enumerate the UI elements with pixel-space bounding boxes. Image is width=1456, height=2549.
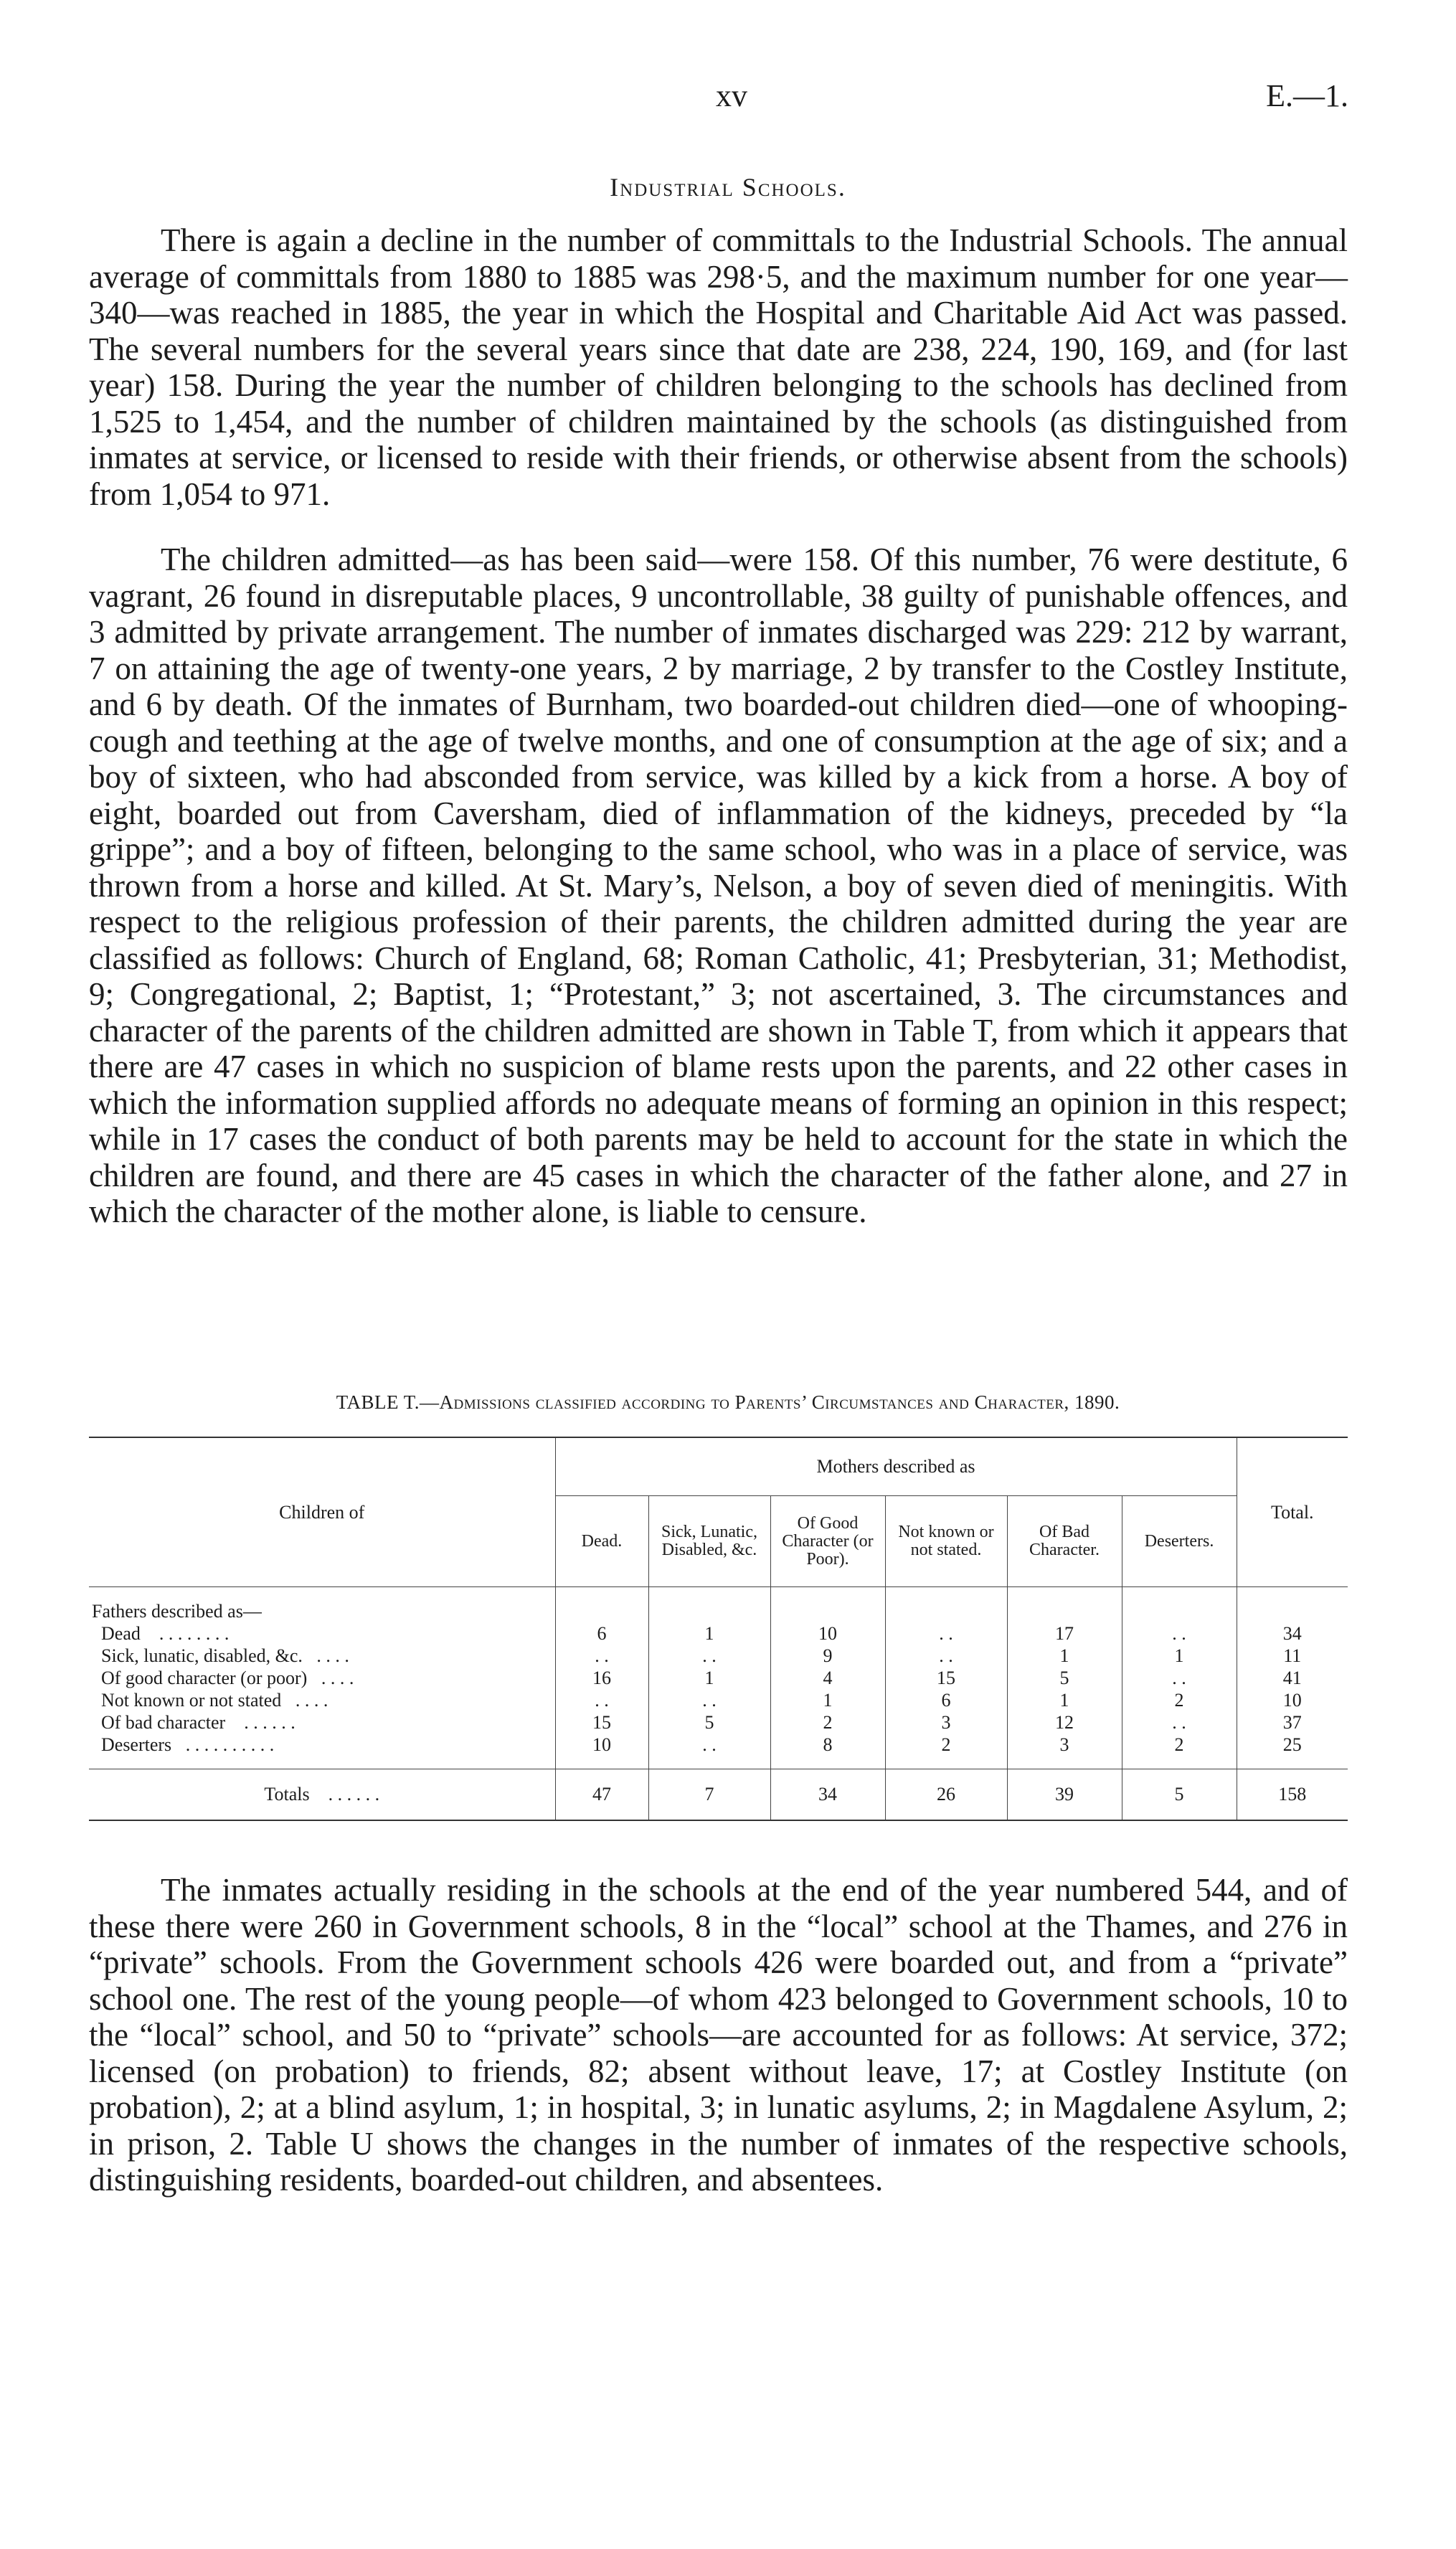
total-header: Total. [1237, 1437, 1348, 1587]
section-label: Fathers described as— [92, 1600, 262, 1622]
row-label-text: Of good character (or poor) [101, 1667, 308, 1688]
paragraph-text: There is again a decline in the number of committals to the Industrial Schools. The annual average of committals from 1880 to 1885 was 298·5, and the maximum number for one year—340—was reached in 1885, the year in which the Hospital and Charitable Aid Act was passed. The several numbers for the several years since that date are 238, 224, 190, 169, and (for last year) 158. During the year the number of children belonging to the schools has declined from 1,525 to 1,454, and the number of children maintained by the schools (as distinguished from inmates at service, or licensed to reside with their friends, or otherwise absent from the schools) from 1,054 to 971. [89, 222, 1348, 512]
row-total: 34 [1237, 1622, 1348, 1645]
table-cell: 1 [648, 1622, 770, 1645]
paragraph-text: The inmates actually residing in the schools at the end of the year numbered 544, and of these there were 260 in Government schools, 8 in the “local” school at the Thames, and 276 in “private” schools. From the Government schools 426 were boarded out, and from a “private” school one. The rest of the young people—of whom 423 belonged to Government schools, 10 to the “local” school, and 50 to “private” schools—are accounted for as follows: At service, 372; licensed (on probation) to friends, 82; absent without leave, 17; at Costley Institute (on probation), 2; at a blind asylum, 1; in hospital, 3; in lunatic asylums, 2; in Magdalene Asylum, 2; in prison, 2. Table U shows the changes in the number of inmates of the respective schools, distinguishing residents, boarded-out children, and absentees. [89, 1872, 1348, 2198]
table-cell: 3 [1007, 1734, 1122, 1756]
table-cell: 4 [770, 1667, 885, 1689]
table-cell: 2 [885, 1734, 1007, 1756]
group-header: Mothers described as [555, 1437, 1237, 1496]
totals-label [89, 1769, 555, 1821]
row-label [89, 1689, 555, 1711]
table-cell: 6 [885, 1689, 1007, 1711]
column-total: 5 [1122, 1769, 1237, 1821]
row-header: Children of [89, 1437, 555, 1587]
table-caption-prefix: TABLE T.— [336, 1391, 440, 1413]
table-cell: 2 [1122, 1734, 1237, 1756]
row-label [89, 1711, 555, 1734]
column-total: 39 [1007, 1769, 1122, 1821]
column-header: Sick, Lunatic, Disabled, &c. [648, 1496, 770, 1587]
table-cell: 2 [770, 1711, 885, 1734]
row-leader: . . . . [321, 1667, 354, 1688]
table-cell: . . [648, 1689, 770, 1711]
row-label [89, 1734, 555, 1756]
admissions-table [89, 1437, 1348, 1821]
row-total: 41 [1237, 1667, 1348, 1689]
table-row [89, 1711, 1348, 1734]
table-cell: 5 [1007, 1667, 1122, 1689]
table-cell: . . [1122, 1711, 1237, 1734]
table-cell: . . [648, 1734, 770, 1756]
table-cell: 1 [770, 1689, 885, 1711]
column-total: 34 [770, 1769, 885, 1821]
table-cell: 6 [555, 1622, 648, 1645]
row-leader: . . . . . . [244, 1711, 296, 1733]
row-total: 37 [1237, 1711, 1348, 1734]
row-leader: . . . . . . . . [159, 1622, 230, 1644]
table-cell: 10 [555, 1734, 648, 1756]
row-label [89, 1667, 555, 1689]
table-cell: 9 [770, 1645, 885, 1667]
row-label-text: Sick, lunatic, disabled, &c. [101, 1645, 303, 1666]
row-label [89, 1622, 555, 1645]
row-total: 25 [1237, 1734, 1348, 1756]
table-cell: 1 [1007, 1689, 1122, 1711]
grand-total: 158 [1237, 1769, 1348, 1821]
table-caption-text: Admissions classified according to Parents’ Circumstances and Character, 1890. [439, 1391, 1120, 1413]
paragraph-text: The children admitted—as has been said—were 158. Of this number, 76 were destitute, 6 vagrant, 26 found in disreputable places, 9 uncontrollable, 38 guilty of punishable offences, and 3 admitted by private arrangement. The number of inmates discharged was 229: 212 by warrant, 7 on attaining the age of twenty-one years, 2 by marriage, 2 by transfer to the Costley Institute, and 6 by death. Of the inmates of Burnham, two boarded-out children died—one of whooping-cough and teething at the age of twelve months, and one of consumption at the age of six; and a boy of sixteen, who had absconded from service, was killed by a kick from a horse. A boy of eight, boarded out from Caversham, died of inflammation of the kidneys, preceded by “la grippe”; and a boy of fifteen, belonging to the same school, who was in a place of service, was thrown from a horse and killed. At St. Mary’s, Nelson, a boy of seven died of meningitis. With respect to the religious profession of their parents, the children admitted during the year are classified as follows: Church of England, 68; Roman Catholic, 41; Presbyterian, 31; Methodist, 9; Congregational, 2; Baptist, 1; “Protestant,” 3; not ascertained, 3. The circumstances and character of the parents of the children admitted are shown in Table T, from which it appears that there are 47 cases in which no suspicion of blame rests upon the parents, and 22 other cases in which the information supplied affords no adequate means of forming an opinion in this respect; while in 17 cases the conduct of both parents may be held to account for the state in which the children are found, and there are 45 cases in which the character of the father alone, and 27 in which the character of the mother alone, is liable to censure. [89, 542, 1348, 1229]
table-row [89, 1645, 1348, 1667]
table-cell: . . [885, 1645, 1007, 1667]
table-cell: 12 [1007, 1711, 1122, 1734]
row-leader: . . . . [295, 1689, 328, 1711]
paragraph-1 [89, 222, 1348, 512]
row-total: 11 [1237, 1645, 1348, 1667]
table-cell: 3 [885, 1711, 1007, 1734]
table-cell: 5 [648, 1711, 770, 1734]
document-reference: E.—1. [1266, 78, 1348, 113]
row-label-text: Deserters [101, 1734, 172, 1755]
column-header: Of Bad Character. [1007, 1496, 1122, 1587]
table-cell: 15 [885, 1667, 1007, 1689]
table-cell: 1 [1122, 1645, 1237, 1667]
table-cell: . . [1122, 1667, 1237, 1689]
page-number: xv [716, 78, 747, 113]
column-header: Deserters. [1122, 1496, 1237, 1587]
column-total: 47 [555, 1769, 648, 1821]
row-total: 10 [1237, 1689, 1348, 1711]
table-cell: . . [1122, 1622, 1237, 1645]
table-row [89, 1689, 1348, 1711]
table-cell: 15 [555, 1711, 648, 1734]
table-cell: 2 [1122, 1689, 1237, 1711]
paragraph-2 [89, 542, 1348, 1230]
row-leader: . . . . [316, 1645, 349, 1666]
table-row [89, 1622, 1348, 1645]
table-cell: 8 [770, 1734, 885, 1756]
table-cell: . . [885, 1622, 1007, 1645]
table-row [89, 1734, 1348, 1756]
column-header: Dead. [555, 1496, 648, 1587]
row-leader: . . . . . . . . . . [185, 1734, 275, 1755]
table-cell: 17 [1007, 1622, 1122, 1645]
table-cell: . . [555, 1689, 648, 1711]
table-cell: 1 [1007, 1645, 1122, 1667]
totals-label-text: Totals [264, 1784, 310, 1805]
table-cell: . . [555, 1645, 648, 1667]
paragraph-3 [89, 1872, 1348, 2198]
table-row [89, 1667, 1348, 1689]
column-total: 7 [648, 1769, 770, 1821]
table-cell: 16 [555, 1667, 648, 1689]
column-header: Of Good Character (or Poor). [770, 1496, 885, 1587]
table-caption [0, 1391, 1456, 1414]
totals-leader: . . . . . . [328, 1784, 380, 1805]
row-label [89, 1645, 555, 1667]
totals-row [89, 1769, 1348, 1821]
table-cell: . . [648, 1645, 770, 1667]
table-cell: 1 [648, 1667, 770, 1689]
row-label-text: Not known or not stated [101, 1689, 282, 1711]
section-heading: Industrial Schools. [610, 173, 846, 202]
column-header: Not known or not stated. [885, 1496, 1007, 1587]
table-t [89, 1437, 1348, 1821]
row-label-text: Of bad character [101, 1711, 226, 1733]
table-cell: 10 [770, 1622, 885, 1645]
row-label-text: Dead [101, 1622, 141, 1644]
column-total: 26 [885, 1769, 1007, 1821]
